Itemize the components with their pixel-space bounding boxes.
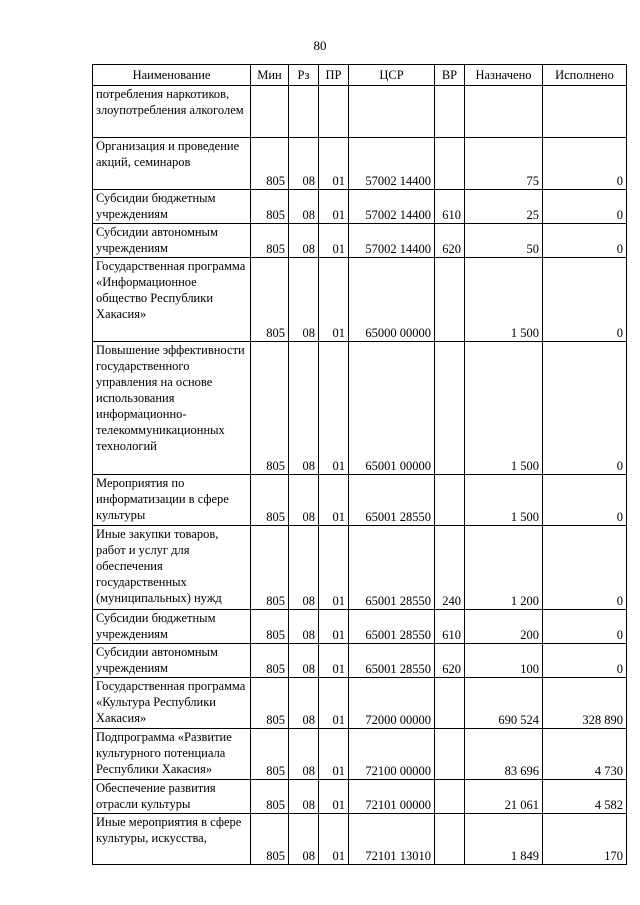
table-row — [93, 86, 627, 138]
cell-assigned: 1 849 — [465, 814, 543, 865]
cell-assigned: 1 500 — [465, 342, 543, 475]
cell-csr: 57002 14400 — [349, 224, 435, 258]
header-csr: ЦСР — [349, 65, 435, 86]
cell-executed: 0 — [543, 644, 627, 678]
cell-assigned: 1 500 — [465, 258, 543, 342]
cell-name: Подпрограмма «Развитие культурного потенциала Республики Хакасия» — [93, 729, 251, 780]
cell-pr: 01 — [319, 138, 349, 190]
cell-name: Обеспечение развития отрасли культуры — [93, 780, 251, 814]
table-row — [93, 342, 627, 475]
cell-min: 805 — [251, 258, 289, 342]
cell-assigned: 50 — [465, 224, 543, 258]
cell-pr: 01 — [319, 780, 349, 814]
cell-rz: 08 — [289, 258, 319, 342]
table-row — [93, 729, 627, 780]
table-row — [93, 610, 627, 644]
cell-csr: 65001 00000 — [349, 342, 435, 475]
cell-name: Субсидии бюджетным учреждениям — [93, 190, 251, 224]
cell-csr: 72101 13010 — [349, 814, 435, 865]
cell-csr: 72000 00000 — [349, 678, 435, 729]
cell-pr: 01 — [319, 610, 349, 644]
header-rz: Рз — [289, 65, 319, 86]
cell-rz — [289, 86, 319, 138]
cell-pr: 01 — [319, 224, 349, 258]
cell-pr: 01 — [319, 342, 349, 475]
cell-min: 805 — [251, 729, 289, 780]
cell-pr: 01 — [319, 729, 349, 780]
header-min: Мин — [251, 65, 289, 86]
cell-pr: 01 — [319, 190, 349, 224]
cell-executed: 0 — [543, 258, 627, 342]
cell-assigned: 83 696 — [465, 729, 543, 780]
cell-vr — [435, 678, 465, 729]
cell-name: Субсидии автономным учреждениям — [93, 644, 251, 678]
table-row — [93, 475, 627, 526]
cell-name: Иные мероприятия в сфере культуры, искусства, — [93, 814, 251, 865]
cell-min: 805 — [251, 526, 289, 610]
cell-name: Повышение эффективности государственного управления на основе использования информационно-телекоммуникационных технологий — [93, 342, 251, 475]
cell-min: 805 — [251, 814, 289, 865]
cell-csr: 65001 28550 — [349, 610, 435, 644]
cell-vr — [435, 475, 465, 526]
cell-pr: 01 — [319, 814, 349, 865]
header-pr: ПР — [319, 65, 349, 86]
cell-vr — [435, 729, 465, 780]
table-row — [93, 678, 627, 729]
cell-min: 805 — [251, 644, 289, 678]
cell-min: 805 — [251, 678, 289, 729]
cell-min: 805 — [251, 190, 289, 224]
cell-rz: 08 — [289, 729, 319, 780]
cell-pr — [319, 86, 349, 138]
cell-name: Государственная программа «Культура Республики Хакасия» — [93, 678, 251, 729]
cell-executed: 4 582 — [543, 780, 627, 814]
cell-rz: 08 — [289, 224, 319, 258]
cell-vr: 620 — [435, 644, 465, 678]
cell-rz: 08 — [289, 526, 319, 610]
cell-name: Субсидии бюджетным учреждениям — [93, 610, 251, 644]
cell-assigned: 100 — [465, 644, 543, 678]
cell-assigned: 25 — [465, 190, 543, 224]
cell-pr: 01 — [319, 526, 349, 610]
cell-assigned: 200 — [465, 610, 543, 644]
cell-name: потребления наркотиков, злоупотребления алкоголем — [93, 86, 251, 138]
cell-executed: 170 — [543, 814, 627, 865]
table-row — [93, 526, 627, 610]
cell-vr — [435, 258, 465, 342]
cell-executed: 0 — [543, 190, 627, 224]
cell-rz: 08 — [289, 678, 319, 729]
cell-name: Иные закупки товаров, работ и услуг для обеспечения государственных (муниципальных) нужд — [93, 526, 251, 610]
table-header-row — [93, 65, 627, 86]
table-row — [93, 190, 627, 224]
cell-vr: 240 — [435, 526, 465, 610]
cell-csr: 65001 28550 — [349, 644, 435, 678]
cell-rz: 08 — [289, 780, 319, 814]
header-vr: ВР — [435, 65, 465, 86]
cell-assigned: 1 200 — [465, 526, 543, 610]
cell-vr — [435, 814, 465, 865]
cell-min: 805 — [251, 224, 289, 258]
cell-executed — [543, 86, 627, 138]
cell-rz: 08 — [289, 190, 319, 224]
cell-min: 805 — [251, 138, 289, 190]
cell-csr: 72100 00000 — [349, 729, 435, 780]
cell-executed: 0 — [543, 224, 627, 258]
cell-executed: 0 — [543, 138, 627, 190]
cell-executed: 328 890 — [543, 678, 627, 729]
cell-vr: 610 — [435, 190, 465, 224]
cell-assigned: 690 524 — [465, 678, 543, 729]
cell-csr: 57002 14400 — [349, 138, 435, 190]
cell-vr — [435, 138, 465, 190]
cell-assigned: 75 — [465, 138, 543, 190]
cell-name: Организация и проведение акций, семинаров — [93, 138, 251, 190]
header-name: Наименование — [93, 65, 251, 86]
table-row — [93, 644, 627, 678]
cell-min: 805 — [251, 610, 289, 644]
cell-min — [251, 86, 289, 138]
cell-vr — [435, 780, 465, 814]
cell-csr: 72101 00000 — [349, 780, 435, 814]
table-row — [93, 258, 627, 342]
cell-pr: 01 — [319, 644, 349, 678]
cell-vr — [435, 86, 465, 138]
cell-pr: 01 — [319, 475, 349, 526]
table-row — [93, 814, 627, 865]
cell-rz: 08 — [289, 814, 319, 865]
cell-executed: 0 — [543, 342, 627, 475]
cell-rz: 08 — [289, 475, 319, 526]
cell-executed: 0 — [543, 475, 627, 526]
budget-table — [92, 64, 627, 865]
cell-min: 805 — [251, 475, 289, 526]
cell-csr — [349, 86, 435, 138]
cell-name: Субсидии автономным учреждениям — [93, 224, 251, 258]
cell-min: 805 — [251, 342, 289, 475]
header-assigned: Назначено — [465, 65, 543, 86]
cell-executed: 0 — [543, 526, 627, 610]
cell-rz: 08 — [289, 644, 319, 678]
cell-executed: 4 730 — [543, 729, 627, 780]
cell-csr: 65001 28550 — [349, 475, 435, 526]
cell-csr: 57002 14400 — [349, 190, 435, 224]
cell-csr: 65001 28550 — [349, 526, 435, 610]
cell-name: Мероприятия по информатизации в сфере культуры — [93, 475, 251, 526]
table-row — [93, 224, 627, 258]
cell-assigned: 1 500 — [465, 475, 543, 526]
cell-assigned: 21 061 — [465, 780, 543, 814]
cell-vr — [435, 342, 465, 475]
cell-rz: 08 — [289, 342, 319, 475]
cell-pr: 01 — [319, 258, 349, 342]
page-number: 80 — [313, 38, 327, 53]
cell-executed: 0 — [543, 610, 627, 644]
cell-vr: 620 — [435, 224, 465, 258]
cell-csr: 65000 00000 — [349, 258, 435, 342]
cell-vr: 610 — [435, 610, 465, 644]
cell-rz: 08 — [289, 138, 319, 190]
cell-rz: 08 — [289, 610, 319, 644]
table-row — [93, 780, 627, 814]
cell-pr: 01 — [319, 678, 349, 729]
cell-assigned — [465, 86, 543, 138]
header-executed: Исполнено — [543, 65, 627, 86]
cell-min: 805 — [251, 780, 289, 814]
cell-name: Государственная программа «Информационное общество Республики Хакасия» — [93, 258, 251, 342]
table-row — [93, 138, 627, 190]
